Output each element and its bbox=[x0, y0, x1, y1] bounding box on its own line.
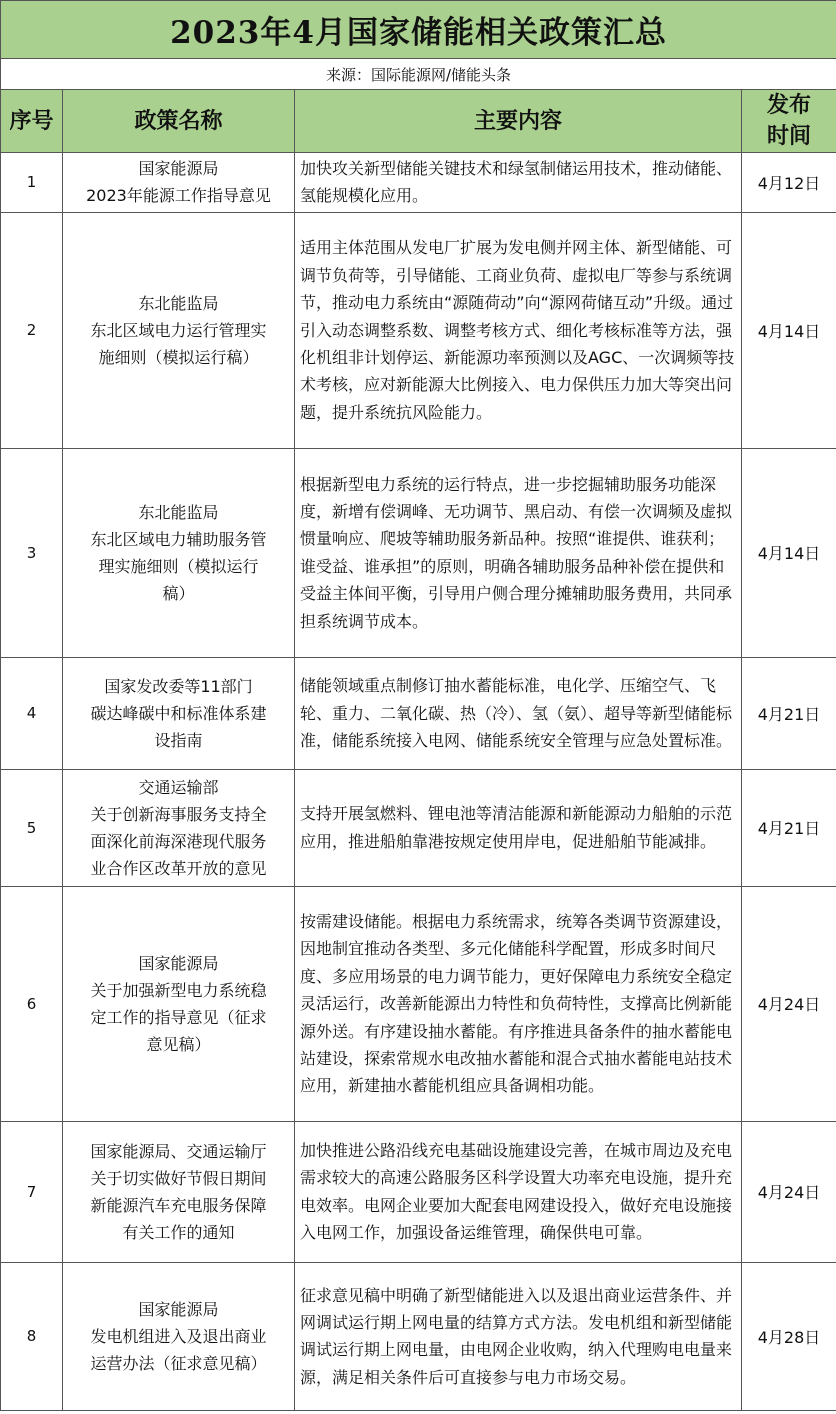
policy-name bbox=[63, 448, 295, 657]
policy-name-line: 东北区域电力辅助服务管 bbox=[90, 529, 267, 549]
publish-date: 4月14日 bbox=[742, 448, 836, 657]
policy-name-line: 国家能源局 bbox=[138, 953, 219, 973]
policy-content: 征求意见稿中明确了新型储能进入以及退出商业运营条件、并网调试运行期上网电量的结算方式方法。发电机组和新型储能调试运行期上网电量，由电网企业收购，纳入代理购电电量来源，满足相关条件后可直接参与电力市场交易。 bbox=[295, 1262, 742, 1410]
policy-name bbox=[63, 886, 295, 1121]
publish-date: 4月24日 bbox=[742, 1121, 836, 1262]
policy-name-line: 设指南 bbox=[154, 730, 203, 750]
row-index: 5 bbox=[1, 769, 63, 886]
header-date-line2: 时间 bbox=[767, 124, 812, 149]
policy-name-line: 定工作的指导意见（征求 bbox=[90, 1007, 267, 1027]
policy-name bbox=[63, 769, 295, 886]
row-index: 6 bbox=[1, 886, 63, 1121]
table-row bbox=[1, 153, 836, 213]
row-index: 2 bbox=[1, 212, 63, 448]
table-row bbox=[1, 769, 836, 886]
policy-name-line: 业合作区改革开放的意见 bbox=[90, 858, 267, 878]
publish-date: 4月21日 bbox=[742, 769, 836, 886]
policy-name-line: 面深化前海深港现代服务 bbox=[90, 831, 267, 851]
header-row bbox=[1, 90, 836, 153]
publish-date: 4月24日 bbox=[742, 886, 836, 1121]
policy-name bbox=[63, 1262, 295, 1410]
page-title: 2023年4月国家储能相关政策汇总 bbox=[1, 1, 836, 59]
policy-name-line: 2023年能源工作指导意见 bbox=[86, 186, 271, 206]
policy-name-line: 东北区域电力运行管理实 bbox=[90, 320, 267, 340]
source-line: 来源：国际能源网/储能头条 bbox=[1, 59, 836, 90]
policy-name-line: 关于切实做好节假日期间 bbox=[90, 1168, 267, 1188]
publish-date: 4月12日 bbox=[742, 153, 836, 213]
publish-date: 4月14日 bbox=[742, 212, 836, 448]
policy-name bbox=[63, 1121, 295, 1262]
policy-name-line: 关于创新海事服务支持全 bbox=[90, 804, 267, 824]
policy-content: 适用主体范围从发电厂扩展为发电侧并网主体、新型储能、可调节负荷等，引导储能、工商业负荷、虚拟电厂等参与系统调节，推动电力系统由“源随荷动”向“源网荷储互动”升级。通过引入动态调整系数、调整考核方式、细化考核标准等方法，强化机组非计划停运、新能源功率预测以及AGC、一次调频等技术考核，应对新能源大比例接入、电力保供压力加大等突出问题，提升系统抗风险能力。 bbox=[295, 212, 742, 448]
row-index: 4 bbox=[1, 657, 63, 769]
policy-name-line: 稿） bbox=[162, 583, 195, 603]
policy-content: 按需建设储能。根据电力系统需求，统筹各类调节资源建设，因地制宜推动各类型、多元化储能科学配置，形成多时间尺度、多应用场景的电力调节能力，更好保障电力系统安全稳定灵活运行，改善新能源出力特性和负荷特性，支撑高比例新能源外送。有序建设抽水蓄能。有序推进具备条件的抽水蓄能电站建设，探索常规水电改抽水蓄能和混合式抽水蓄能电站技术应用，新建抽水蓄能机组应具备调相功能。 bbox=[295, 886, 742, 1121]
policy-name bbox=[63, 212, 295, 448]
policy-name-line: 东北能监局 bbox=[138, 293, 219, 313]
header-name: 政策名称 bbox=[63, 90, 295, 153]
policy-name-line: 发电机组进入及退出商业 bbox=[90, 1326, 267, 1346]
table-row bbox=[1, 1262, 836, 1410]
policy-name-line: 东北能监局 bbox=[138, 502, 219, 522]
policy-content: 加快推进公路沿线充电基础设施建设完善，在城市周边及充电需求较大的高速公路服务区科学设置大功率充电设施，提升充电效率。电网企业要加大配套电网建设投入，做好充电设施接入电网工作，加强设备运维管理，确保供电可靠。 bbox=[295, 1121, 742, 1262]
policy-name-line: 关于加强新型电力系统稳 bbox=[90, 980, 267, 1000]
publish-date: 4月21日 bbox=[742, 657, 836, 769]
row-index: 7 bbox=[1, 1121, 63, 1262]
table-row bbox=[1, 212, 836, 448]
policy-name-line: 国家能源局、交通运输厅 bbox=[90, 1141, 267, 1161]
policy-name bbox=[63, 657, 295, 769]
header-content: 主要内容 bbox=[295, 90, 742, 153]
policy-name-line: 意见稿） bbox=[146, 1034, 211, 1054]
policy-content: 储能领域重点制修订抽水蓄能标准，电化学、压缩空气、飞轮、重力、二氧化碳、热（冷）、氢（氨）、超导等新型储能标准，储能系统接入电网、储能系统安全管理与应急处置标准。 bbox=[295, 657, 742, 769]
policy-name-line: 国家能源局 bbox=[138, 1299, 219, 1319]
table-row bbox=[1, 657, 836, 769]
policy-name-line: 施细则（模拟运行稿） bbox=[98, 347, 259, 367]
policy-name-line: 运营办法（征求意见稿） bbox=[90, 1353, 267, 1373]
row-index: 8 bbox=[1, 1262, 63, 1410]
policy-name-line: 有关工作的通知 bbox=[122, 1222, 235, 1242]
row-index: 3 bbox=[1, 448, 63, 657]
header-date bbox=[742, 90, 836, 153]
policy-name-line: 碳达峰碳中和标准体系建 bbox=[90, 703, 267, 723]
table-row bbox=[1, 1121, 836, 1262]
policy-name-line: 国家发改委等11部门 bbox=[104, 676, 253, 696]
policy-name bbox=[63, 153, 295, 213]
policy-name-line: 交通运输部 bbox=[138, 777, 219, 797]
table-row bbox=[1, 448, 836, 657]
policy-content: 根据新型电力系统的运行特点，进一步挖掘辅助服务功能深度，新增有偿调峰、无功调节、黑启动、有偿一次调频及虚拟惯量响应、爬坡等辅助服务新品种。按照“谁提供、谁获利；谁受益、谁承担”的原则，明确各辅助服务品种补偿在提供和受益主体间平衡，引导用户侧合理分摊辅助服务费用，共同承担系统调节成本。 bbox=[295, 448, 742, 657]
row-index: 1 bbox=[1, 153, 63, 213]
policy-content: 支持开展氢燃料、锂电池等清洁能源和新能源动力船舶的示范应用，推进船舶靠港按规定使用岸电，促进船舶节能减排。 bbox=[295, 769, 742, 886]
policy-name-line: 新能源汽车充电服务保障 bbox=[90, 1195, 267, 1215]
table-row bbox=[1, 886, 836, 1121]
policy-name-line: 国家能源局 bbox=[138, 159, 219, 179]
header-date-line1: 发布 bbox=[767, 93, 812, 118]
policy-content: 加快攻关新型储能关键技术和绿氢制储运用技术，推动储能、氢能规模化应用。 bbox=[295, 153, 742, 213]
publish-date: 4月28日 bbox=[742, 1262, 836, 1410]
header-index: 序号 bbox=[1, 90, 63, 153]
policy-name-line: 理实施细则（模拟运行 bbox=[98, 556, 259, 576]
